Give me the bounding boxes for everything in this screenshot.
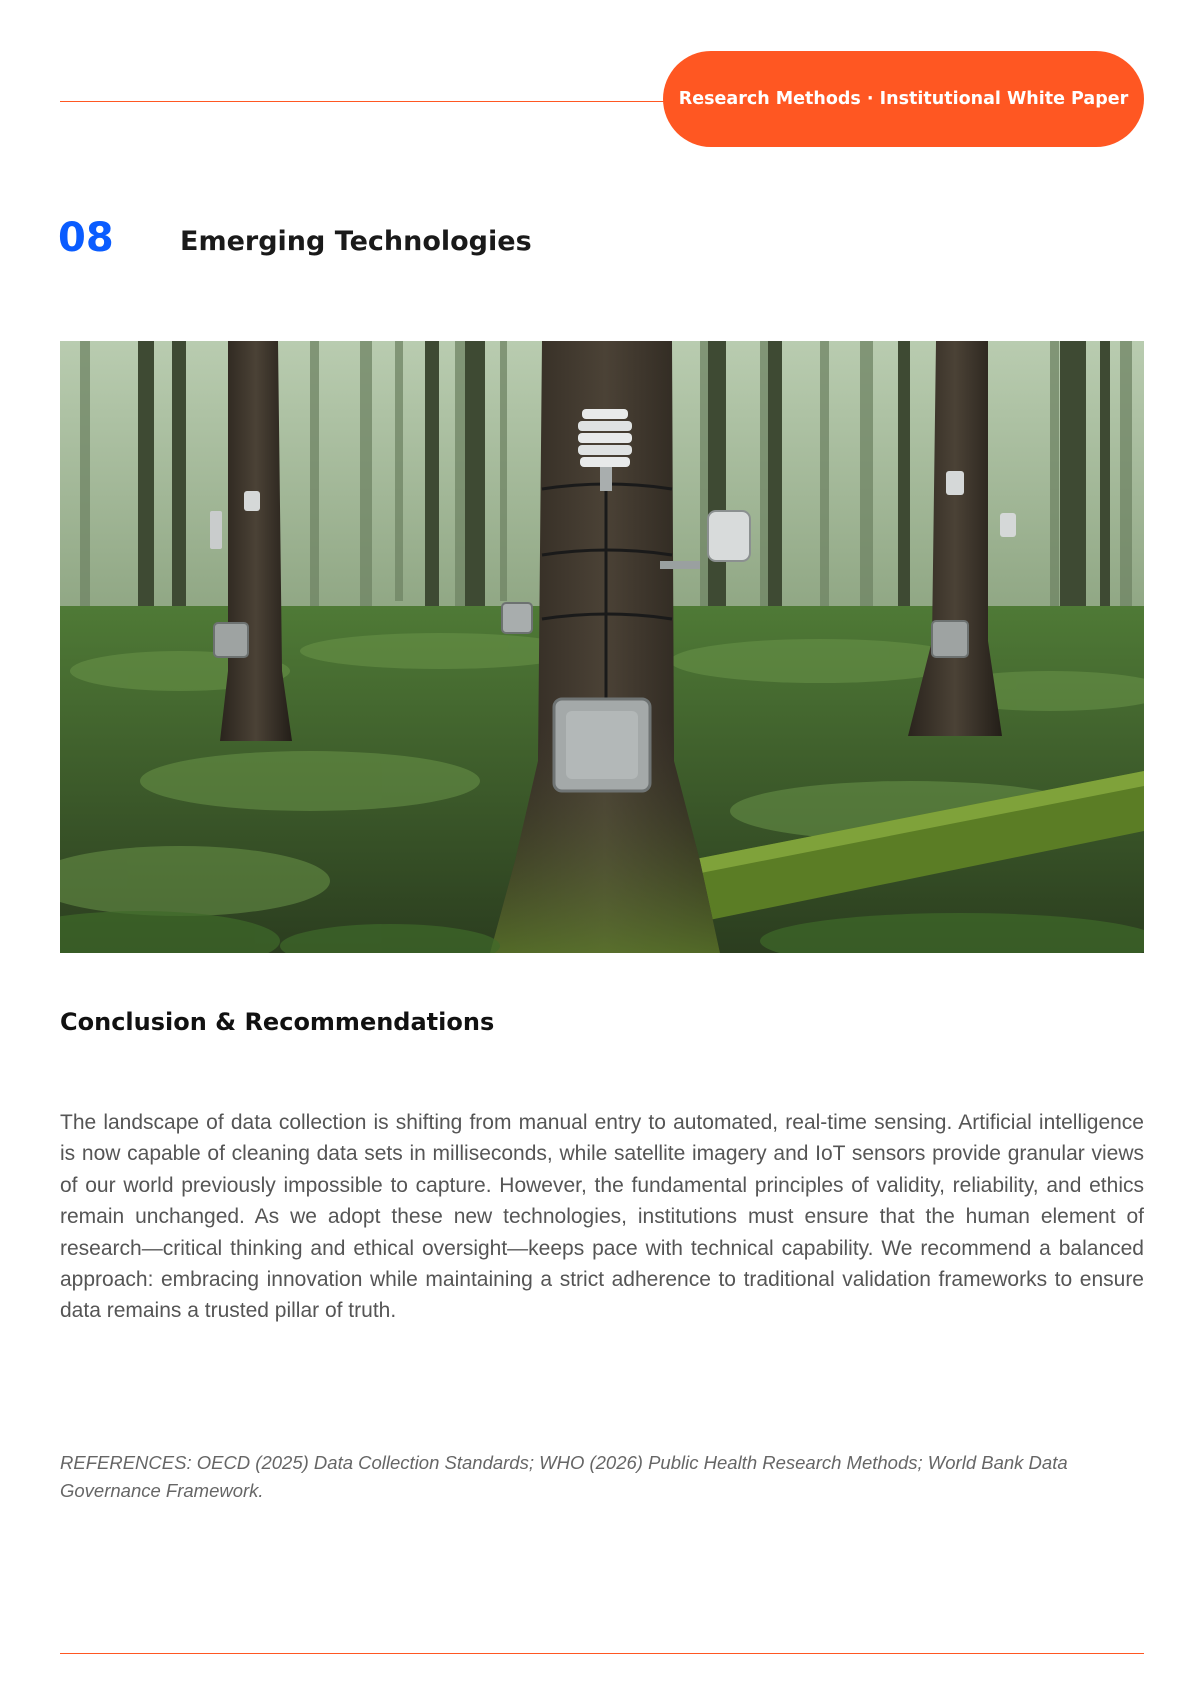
hero-image — [60, 341, 1144, 953]
references-text: REFERENCES: OECD (2025) Data Collection Standards; WHO (2026) Public Health Research Methods; World Bank Data Governance Framework. — [60, 1452, 1068, 1501]
conclusion-body: The landscape of data collection is shifting from manual entry to automated, real-time sensing. Artificial intelligence is now capable of cleaning data sets in milliseconds, while satellite imagery and IoT sensors provide granular views of our world previously impossible to capture. However, the fundamental principles of validity, reliability, and ethics remain unchanged. As we adopt these new technologies, institutions must ensure that the human element of research—critical thinking and ethical oversight—keeps pace with technical capability. We recommend a balanced approach: embracing innovation while maintaining a strict adherence to traditional validation frameworks to ensure data remains a trusted pillar of truth. — [60, 1111, 1144, 1323]
header-badge — [663, 51, 1144, 147]
section-number: 08 — [58, 215, 114, 261]
section-title: Emerging Technologies — [180, 226, 532, 257]
header-rule — [60, 101, 670, 102]
forest-sensor-photo-icon — [60, 341, 1144, 953]
footer-rule — [60, 1653, 1144, 1654]
conclusion-title: Conclusion & Recommendations — [60, 1008, 495, 1036]
header-label: Research Methods · Institutional White Paper — [678, 89, 1129, 109]
